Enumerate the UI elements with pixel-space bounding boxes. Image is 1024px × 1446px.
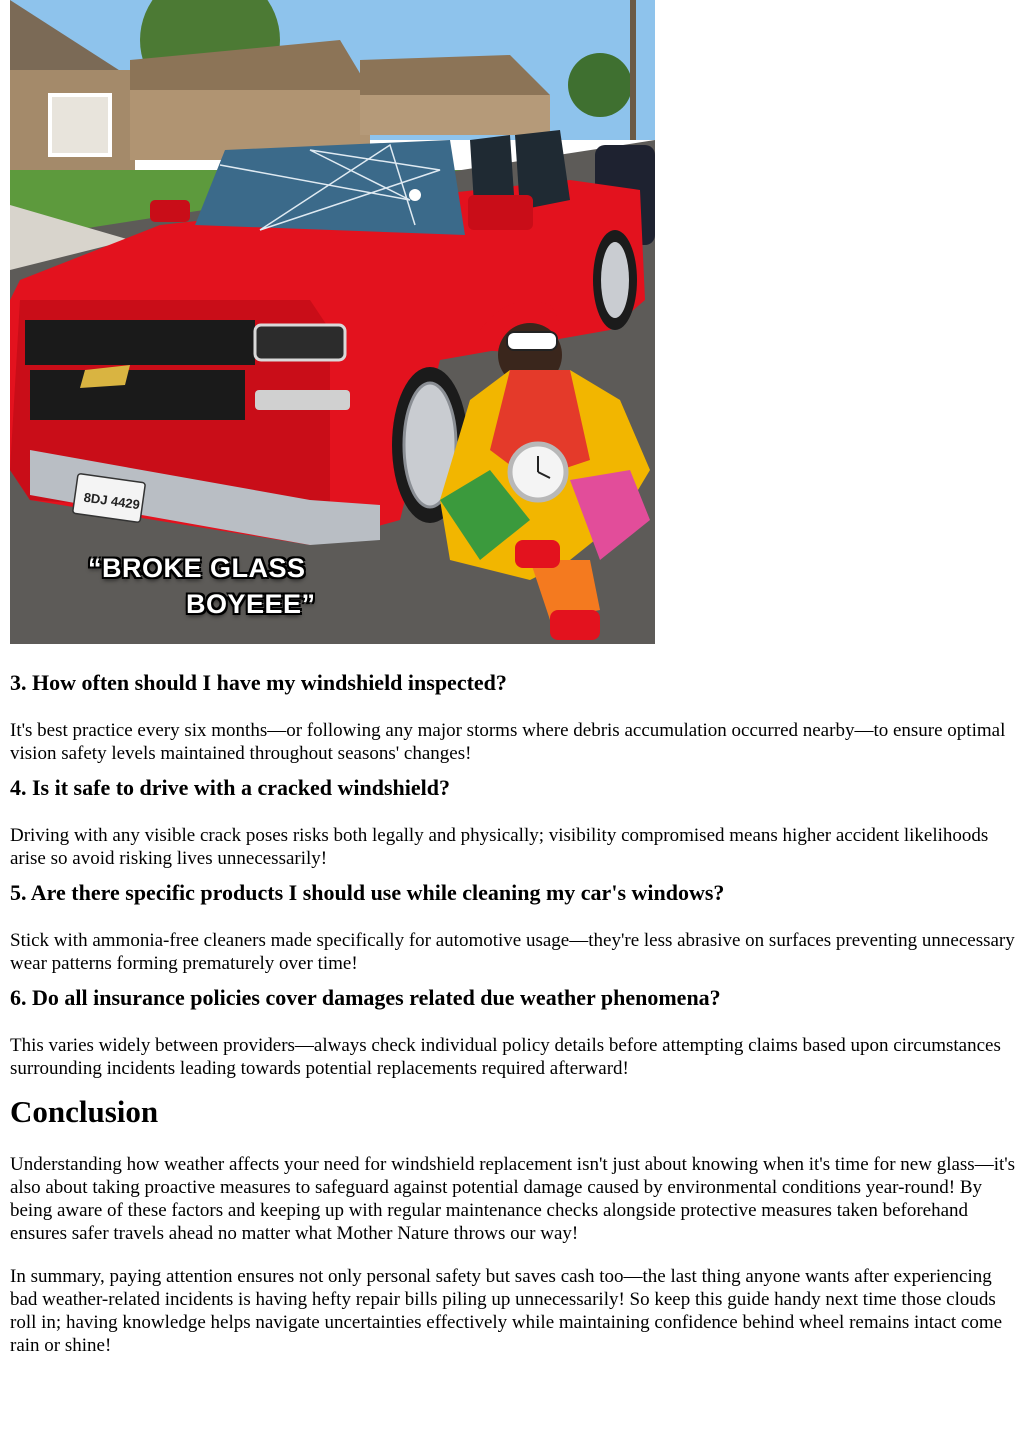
faq-question: 5. Are there specific products I should use while cleaning my car's windows? [10, 880, 725, 905]
meme-caption [88, 550, 408, 622]
faq-item [10, 775, 1016, 870]
faq-answer: It's best practice every six months—or following any major storms where debris accumulation occurred nearby—to ensure optimal vision safety levels maintained throughout seasons' changes! [10, 720, 1006, 764]
license-plate: 8DJ 4429 [82, 489, 141, 513]
faq-question: 4. Is it safe to drive with a cracked windshield? [10, 775, 450, 800]
conclusion-paragraph: In summary, paying attention ensures not only personal safety but saves cash too—the last thing anyone wants after experiencing bad weather-related incidents is having hefty repair bills piling up unnecessarily! So keep this guide handy next time those clouds roll in; having knowledge helps navigate uncertainties effectively while maintaining confidence behind wheel remains intact come rain or shine! [10, 1266, 1003, 1356]
caption-line-2: BOYEEE” [186, 589, 316, 619]
faq-answer: This varies widely between providers—always check individual policy details before attempting claims based upon circumstances surrounding incidents leading towards potential replacements required afterward! [10, 1035, 1001, 1079]
caption-line-1: “BROKE GLASS [88, 553, 306, 583]
conclusion-heading: Conclusion [10, 1094, 159, 1129]
hero-illustration [10, 0, 655, 644]
hero-image [10, 0, 655, 644]
faq-question: 6. Do all insurance policies cover damages related due weather phenomena? [10, 985, 721, 1010]
faq-item [10, 985, 1016, 1080]
faq-question: 3. How often should I have my windshield inspected? [10, 670, 507, 695]
conclusion-paragraph: Understanding how weather affects your need for windshield replacement isn't just about knowing when it's time for new glass—it's also about taking proactive measures to safeguard against potential damage caused by environmental conditions year-round! By being aware of these factors and keeping up with regular maintenance checks alongside protective measures taken beforehand ensures safer travels ahead no matter what Mother Nature throws our way! [10, 1154, 1016, 1244]
faq-item [10, 880, 1016, 975]
faq-answer: Stick with ammonia-free cleaners made specifically for automotive usage—they're less abrasive on surfaces preventing unnecessary wear patterns forming prematurely over time! [10, 930, 1015, 974]
faq-answer: Driving with any visible crack poses risks both legally and physically; visibility compromised means higher accident likelihoods arise so avoid risking lives unnecessarily! [10, 825, 989, 869]
article-body [10, 664, 1016, 1357]
faq-item [10, 670, 1016, 765]
